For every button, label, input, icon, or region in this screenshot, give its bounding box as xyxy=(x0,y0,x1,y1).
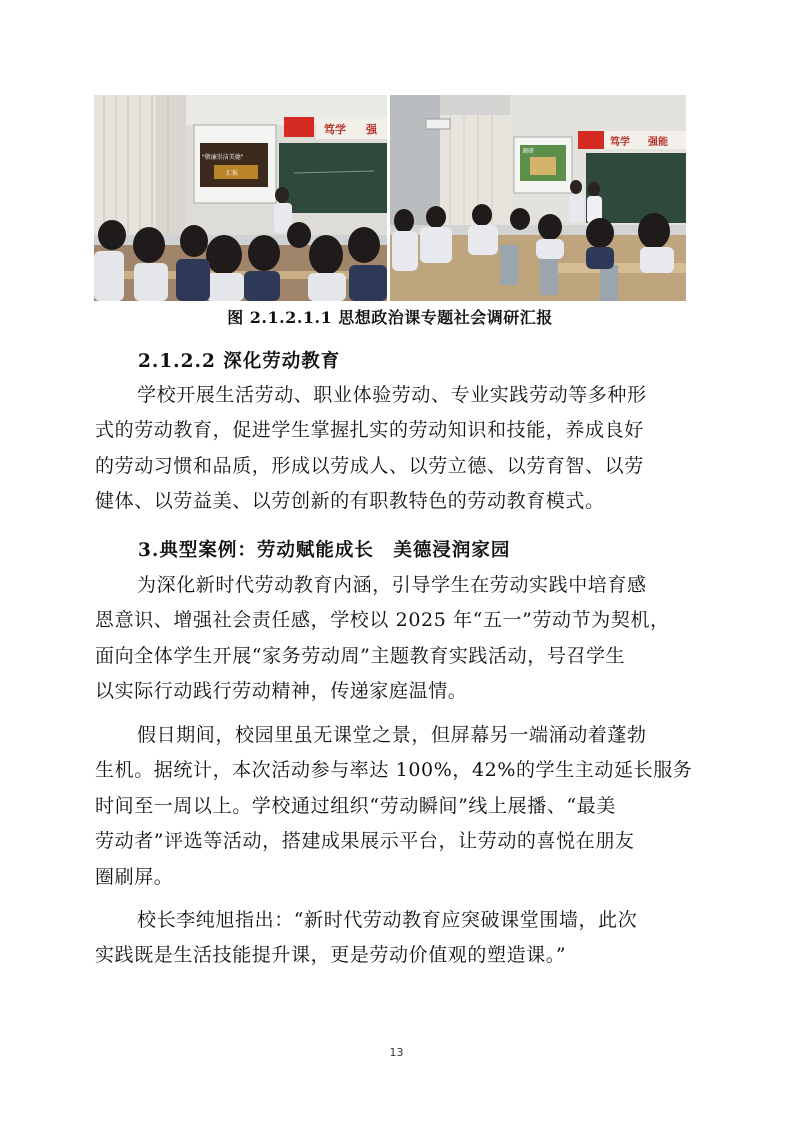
figure-caption: 图 2.1.2.1.1 思想政治课专题社会调研汇报 xyxy=(227,308,553,327)
paragraph-labor-education xyxy=(95,378,695,520)
paragraph-case-intro xyxy=(95,568,695,710)
text-line: 学校开展生活劳动、职业体验劳动、专业实践劳动等多种形 xyxy=(137,384,647,406)
text-line: 生机。据统计，本次活动参与率达 100%，42%的学生主动延长服务 xyxy=(95,759,693,782)
banner-right-text-2: 强能 xyxy=(648,137,668,148)
text-line: 面向全体学生开展“家务劳动周”主题教育实践活动，号召学生 xyxy=(95,644,626,667)
text-line: 实践既是生活技能提升课，更是劳动价值观的塑造课。” xyxy=(95,944,567,967)
text-line: 圈刷屏。 xyxy=(95,865,174,888)
screen-left-text: "敬廉崇洁美德" xyxy=(202,154,244,161)
page-number: 13 xyxy=(389,1046,404,1059)
photo-strip xyxy=(94,95,686,301)
classroom-photo-left xyxy=(94,95,387,301)
paragraph-case-statistics xyxy=(95,718,695,895)
text-line: 假日期间，校园里虽无课堂之景，但屏幕另一端涌动着蓬勃 xyxy=(137,724,647,746)
text-line: 恩意识、增强社会责任感，学校以 2025 年“五一”劳动节为契机， xyxy=(95,609,670,632)
text-line: 的劳动习惯和品质，形成以劳成人、以劳立德、以劳育智、以劳 xyxy=(95,454,644,477)
section-heading-typical-case: 3.典型案例：劳动赋能成长 美德浸润家园 xyxy=(138,540,511,561)
section-heading-labor-education: 2.1.2.2 深化劳动教育 xyxy=(138,351,341,372)
text-line: 时间至一周以上。学校通过组织“劳动瞬间”线上展播、“最美 xyxy=(95,794,616,817)
banner-left-text-1: 笃学 xyxy=(324,123,346,136)
classroom-photo-right xyxy=(390,95,686,301)
text-line: 校长李纯旭指出：“新时代劳动教育应突破课堂围墙，此次 xyxy=(137,909,638,931)
text-line: 健体、以劳益美、以劳创新的有职教特色的劳动教育模式。 xyxy=(95,490,605,513)
text-line: 以实际行动践行劳动精神，传递家庭温情。 xyxy=(95,680,468,703)
banner-left-text-2: 强 xyxy=(366,123,377,136)
text-line: 为深化新时代劳动教育内涵，引导学生在劳动实践中培育感 xyxy=(137,574,647,596)
screen-left-subtext: 汇报 xyxy=(226,170,239,177)
banner-right-text-1: 笃学 xyxy=(610,137,630,148)
classroom-left-image xyxy=(94,95,387,301)
paragraph-principal-quote xyxy=(95,903,695,974)
screen-right-text: 调研 xyxy=(522,148,535,155)
text-line: 式的劳动教育，促进学生掌握扎实的劳动知识和技能，养成良好 xyxy=(95,419,644,442)
classroom-right-image xyxy=(390,95,686,301)
text-line: 劳动者”评选等活动，搭建成果展示平台，让劳动的喜悦在朋友 xyxy=(95,830,635,853)
